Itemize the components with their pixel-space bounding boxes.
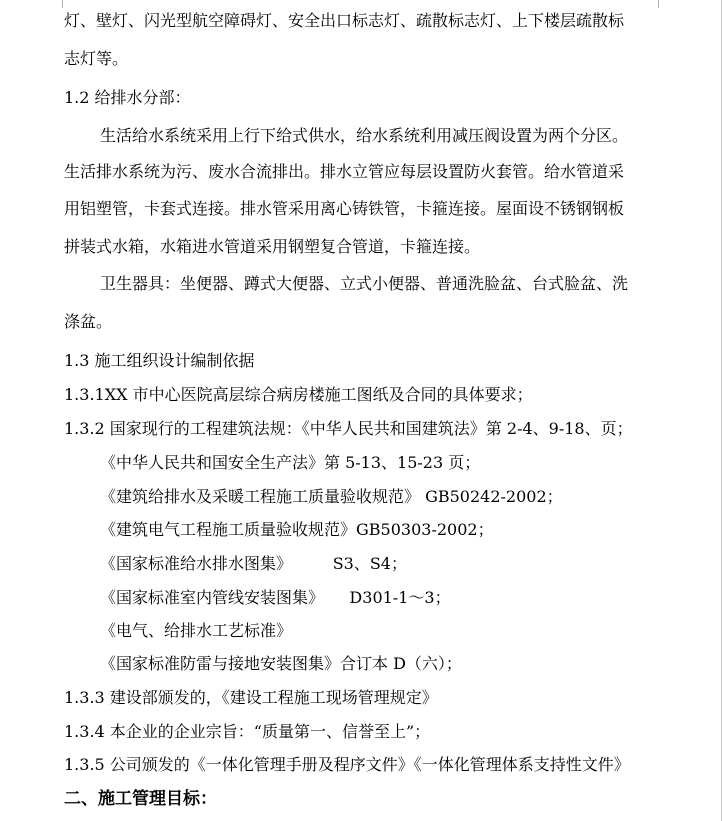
margin-corner-mark (658, 0, 669, 8)
section-heading: 1.3 施工组织设计编制依据 (64, 351, 255, 370)
text-line: 卫生器具：坐便器、蹲式大便器、立式小便器、普通洗脸盆、台式脸盆、洗 (100, 274, 629, 293)
section-heading: 1.2 给排水分部： (64, 88, 191, 107)
list-item: 1.3.3 建设部颁发的，《建设工程施工现场管理规定》 (64, 688, 438, 707)
reference-item: 《建筑电气工程施工质量验收规范》GB50303-2002； (100, 520, 494, 539)
reference-item: 《建筑给排水及采暖工程施工质量验收规范》 GB50242-2002； (100, 487, 563, 506)
reference-item: 《国家标准室内管线安装图集》 D301-1～3； (100, 588, 451, 607)
reference-item: 《中华人民共和国安全生产法》第 5-13、15-23 页； (100, 453, 481, 472)
list-item: 1.3.4 本企业的企业宗旨：“质量第一、信誉至上”； (64, 722, 431, 741)
text-line: 志灯等。 (64, 49, 129, 68)
chapter-heading: 二、施工管理目标： (64, 789, 217, 809)
list-item: 1.3.5 公司颁发的《一体化管理手册及程序文件》《一体化管理体系支持性文件》 (64, 755, 630, 774)
reference-item: 《国家标准给水排水图集》 S3、S4； (100, 554, 407, 573)
margin-corner-mark (52, 0, 63, 8)
text-line: 灯、壁灯、闪光型航空障碍灯、安全出口标志灯、疏散标志灯、上下楼层疏散标 (64, 11, 625, 30)
list-item: 1.3.2 国家现行的工程建筑法规：《中华人民共和国建筑法》第 2-4、9-18、页； (64, 419, 633, 438)
list-item: 1.3.1XX 市中心医院高层综合病房楼施工图纸及合同的具体要求； (64, 385, 533, 404)
text-line: 涤盆。 (64, 312, 113, 331)
text-line: 生活排水系统为污、废水合流排出。排水立管应每层设置防火套管。给水管道采 (64, 162, 625, 181)
text-line: 拼装式水箱，水箱进水管道采用钢塑复合管道，卡箍连接。 (64, 237, 481, 256)
text-line: 生活给水系统采用上行下给式供水，给水系统利用减压阀设置为两个分区。 (100, 126, 629, 145)
text-line: 用铝塑管，卡套式连接。排水管采用离心铸铁管，卡箍连接。屋面设不锈钢钢板 (64, 199, 625, 218)
reference-item: 《国家标准防雷与接地安装图集》合订本 D（六）； (100, 654, 462, 673)
reference-item: 《电气、给排水工艺标准》 (100, 621, 293, 640)
